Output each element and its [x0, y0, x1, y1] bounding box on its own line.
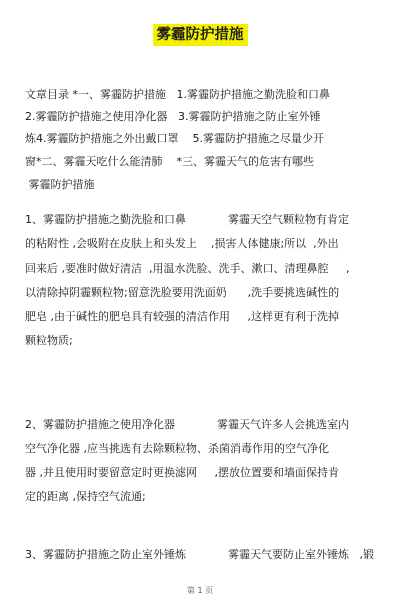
paragraph-line: 的粘附性 ,会吸附在皮肤上和头发上 ,损害人体健康;所以 ,外出 [25, 237, 339, 250]
title-wrap [0, 24, 400, 46]
paragraph-line: 3、雾霾防护措施之防止室外锤炼 雾霾天气要防止室外锤炼 ,锻 [25, 548, 374, 561]
toc-line: 窗*二、雾霾天吃什么能清肺 *三、雾霾天气的危害有哪些 [25, 155, 314, 168]
paragraph-line: 肥皂 ,由于碱性的肥皂具有较强的清洁作用 ,这样更有利于洗掉 [25, 310, 339, 323]
paragraph-line: 器 ,并且使用时要留意定时更换滤网 ,摆放位置要和墙面保持肯 [25, 466, 339, 479]
paragraph-line: 空气净化器 ,应当挑选有去除颗粒物、杀菌消毒作用的空气净化 [25, 442, 329, 455]
paragraph-line: 1、雾霾防护措施之勤洗脸和口鼻 雾霾天空气颗粒物有肯定 [25, 213, 349, 226]
toc-line: 炼4.雾霾防护措施之外出戴口罩 5.雾霾防护措施之尽量少开 [25, 132, 324, 145]
toc-line: 文章目录 *一、雾霾防护措施 1.雾霾防护措施之勤洗脸和口鼻 [25, 88, 330, 101]
paragraph-line: 定的距离 ,保持空气流通; [25, 490, 146, 503]
toc-line: 2.雾霾防护措施之使用净化器 3.雾霾防护措施之防止室外锤 [25, 110, 321, 123]
toc-line: 雾霾防护措施 [25, 178, 95, 191]
page-number: 第 1 页 [186, 586, 214, 595]
paragraph-line: 颗粒物质; [25, 334, 73, 347]
paragraph-line: 2、雾霾防护措施之使用净化器 雾霾天气许多人会挑选室内 [25, 418, 349, 431]
paragraph-line: 回来后 ,要准时做好清洁 ,用温水洗脸、洗手、漱口、清理鼻腔 , [25, 262, 350, 275]
page-title: 雾霾防护措施 [153, 24, 248, 46]
paragraph-line: 以清除掉阴霾颗粒物;留意洗脸要用洗面奶 ,洗手要挑选碱性的 [25, 286, 340, 299]
